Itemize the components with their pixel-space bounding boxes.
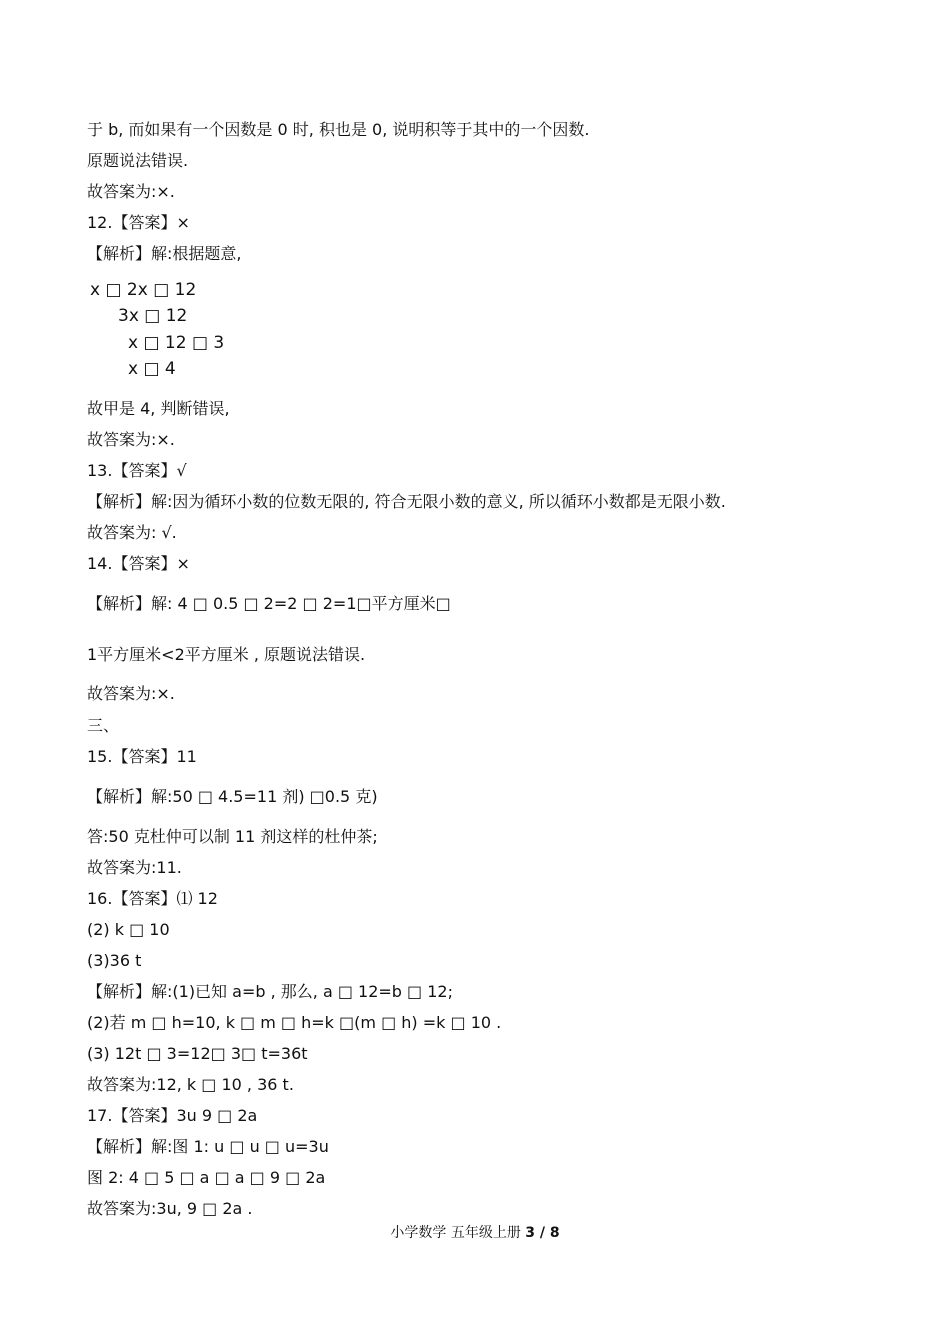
text-line: 1平方厘米<2平方厘米 , 原题说法错误. <box>87 645 366 664</box>
analysis-line: 【解析】解:(1)已知 a=b , 那么, a □ 12=b □ 12; <box>87 982 453 1001</box>
answer-heading: 14.【答案】× <box>87 554 190 573</box>
text-line: (2) k □ 10 <box>87 920 170 939</box>
text-line: 故答案为:3u, 9 □ 2a . <box>87 1199 253 1218</box>
text-line: (3) 12t □ 3=12□ 3□ t=36t <box>87 1044 308 1063</box>
equation-line: x □ 2x □ 12 <box>90 280 197 300</box>
analysis-line: 【解析】解:图 1: u □ u □ u=3u <box>87 1137 329 1156</box>
page-number: 3 / 8 <box>525 1225 560 1241</box>
equation-line: x □ 12 □ 3 <box>128 333 225 353</box>
text-line: 答:50 克杜仲可以制 11 剂这样的杜仲茶; <box>87 827 378 846</box>
equation-line: x □ 4 <box>128 359 176 379</box>
footer-subject: 小学数学 五年级上册 <box>390 1225 526 1241</box>
answer-heading: 13.【答案】√ <box>87 461 187 480</box>
text-line: 故答案为:×. <box>87 182 175 201</box>
text-line: 原题说法错误. <box>87 151 189 170</box>
section-heading: 三、 <box>87 716 120 735</box>
text-line: 故答案为:12, k □ 10 , 36 t. <box>87 1075 294 1094</box>
analysis-line: 【解析】解:因为循环小数的位数无限的, 符合无限小数的意义, 所以循环小数都是无限小数. <box>87 492 726 511</box>
answer-heading: 12.【答案】× <box>87 213 190 232</box>
answer-heading: 17.【答案】3u 9 □ 2a <box>87 1106 258 1125</box>
text-line: 于 b, 而如果有一个因数是 0 时, 积也是 0, 说明积等于其中的一个因数. <box>87 120 590 139</box>
analysis-line: 【解析】解:50 □ 4.5=11 剂) □0.5 克) <box>87 787 378 806</box>
answer-heading: 16.【答案】⑴ 12 <box>87 889 218 908</box>
text-line: 故答案为:11. <box>87 858 182 877</box>
analysis-line: 【解析】解:根据题意, <box>87 244 242 263</box>
analysis-line: 【解析】解: 4 □ 0.5 □ 2=2 □ 2=1□平方厘米□ <box>87 594 451 613</box>
equation-line: 3x □ 12 <box>118 306 188 326</box>
text-line: 故甲是 4, 判断错误, <box>87 399 230 418</box>
text-line: (3)36 t <box>87 951 142 970</box>
answer-heading: 15.【答案】11 <box>87 747 197 766</box>
page-footer <box>0 1224 950 1242</box>
text-line: (2)若 m □ h=10, k □ m □ h=k □(m □ h) =k □ 10 . <box>87 1013 502 1032</box>
text-line: 故答案为:×. <box>87 684 175 703</box>
text-line: 故答案为: √. <box>87 523 177 542</box>
text-line: 图 2: 4 □ 5 □ a □ a □ 9 □ 2a <box>87 1168 326 1187</box>
text-line: 故答案为:×. <box>87 430 175 449</box>
